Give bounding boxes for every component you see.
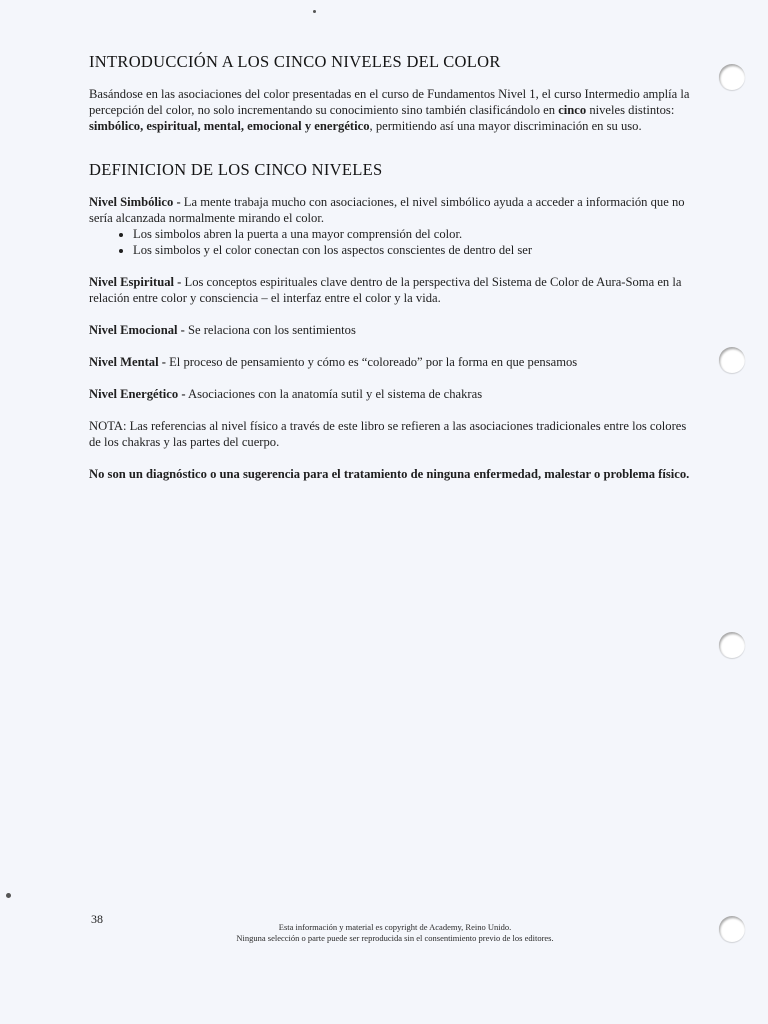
scan-speck — [313, 10, 316, 13]
level-mental — [89, 354, 699, 370]
level-text: El proceso de pensamiento y cómo es “coloreado” por la forma en que pensamos — [165, 355, 578, 369]
level-text: Se relaciona con los sentimientos — [184, 323, 356, 337]
level-simbolico — [89, 194, 699, 258]
punch-hole — [719, 347, 745, 373]
level-energetico — [89, 386, 699, 402]
bullet-item: • Los simbolos y el color conectan con los aspectos conscientes de dentro del ser — [133, 242, 699, 258]
level-text: Los conceptos espirituales clave dentro de la perspectiva del Sistema de Color de Aura-Soma en la relación entre color y consciencia – el interfaz entre el color y la vida. — [89, 275, 682, 305]
intro-bold-levels: simbólico, espiritual, mental, emocional y energético — [89, 119, 370, 133]
copyright-footer — [150, 922, 640, 944]
punch-hole — [719, 916, 745, 942]
footer-line: Esta información y material es copyright de Academy, Reino Unido. — [278, 922, 512, 932]
heading-definitions: DEFINICION DE LOS CINCO NIVELES — [89, 160, 383, 179]
intro-text: Basándose en las asociaciones del color presentadas en el curso de Fundamentos Nivel 1, el curso Intermedio amplía la percepción del color, no solo incrementando su conocimiento sino también clasificándolo en — [89, 87, 690, 117]
intro-paragraph — [89, 86, 699, 134]
intro-text: , permitiendo así una mayor discriminación en su uso. — [369, 119, 642, 133]
level-text: La mente trabaja mucho con asociaciones, el nivel simbólico ayuda a acceder a información que no sería alcanzada normalmente mirando el color. — [89, 195, 685, 225]
level-label: Nivel Energético - — [89, 387, 186, 401]
intro-bold-cinco: cinco — [558, 103, 587, 117]
level-label: Nivel Mental - — [89, 355, 166, 369]
symbol-bullet-list — [89, 226, 699, 258]
footer-line: Ninguna selección o parte puede ser reproducida sin el consentimiento previo de los editores. — [236, 933, 554, 943]
level-text: Asociaciones con la anatomía sutil y el sistema de chakras — [185, 387, 483, 401]
warning-paragraph: No son un diagnóstico o una sugerencia para el tratamiento de ninguna enfermedad, malestar o problema físico. — [89, 467, 690, 481]
note-paragraph: NOTA: Las referencias al nivel físico a través de este libro se refieren a las asociaciones tradicionales entre los colores de los chakras y las partes del cuerpo. — [89, 419, 687, 449]
level-emocional — [89, 322, 699, 338]
heading-intro: INTRODUCCIÓN A LOS CINCO NIVELES DEL COLOR — [89, 52, 501, 71]
level-label: Nivel Emocional - — [89, 323, 185, 337]
bullet-item: • Los simbolos abren la puerta a una mayor comprensión del color. — [133, 226, 699, 242]
level-label: Nivel Simbólico - — [89, 195, 181, 209]
punch-hole — [719, 64, 745, 90]
page-number: 38 — [91, 912, 103, 926]
intro-text: niveles distintos: — [586, 103, 675, 117]
punch-hole — [719, 632, 745, 658]
scan-speck — [6, 893, 11, 898]
level-espiritual — [89, 274, 699, 306]
main-content — [89, 52, 699, 483]
level-label: Nivel Espiritual - — [89, 275, 182, 289]
